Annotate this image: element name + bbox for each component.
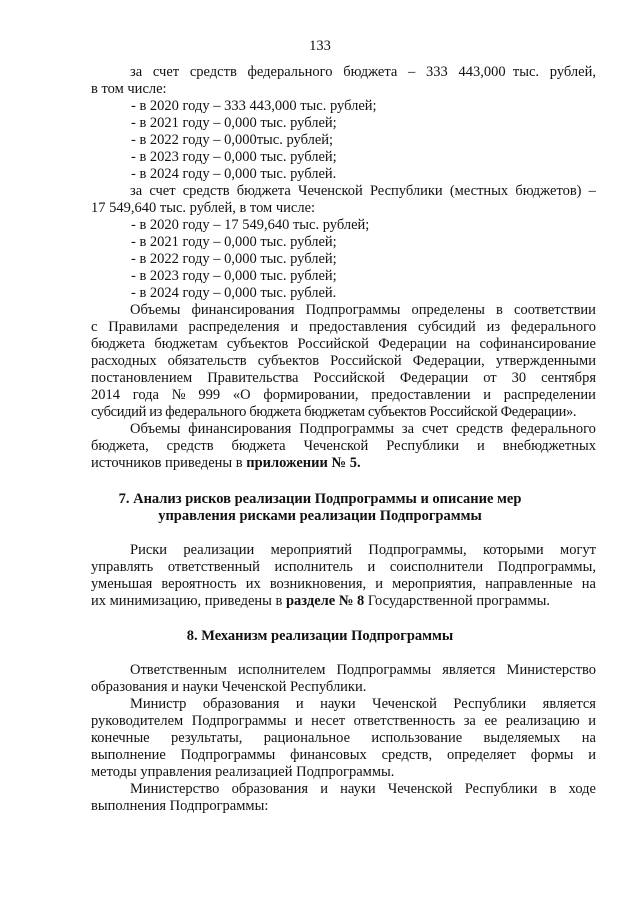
word: счет — [152, 64, 180, 80]
word: сентября — [541, 370, 596, 386]
word: Российской — [313, 370, 385, 386]
word: Подпрограммы — [191, 713, 287, 729]
word: Подпрограммы — [336, 662, 432, 678]
word: 2014 — [91, 387, 120, 403]
section-7-tail: Государственной программы. — [364, 593, 551, 609]
section-8-paragraph-line — [0, 781, 640, 798]
word: субсидий — [418, 319, 476, 335]
word: Риски — [130, 542, 168, 558]
federal-year-item: - в 2021 году – 0,000 тыс. рублей; — [131, 115, 337, 131]
word: федерального — [510, 319, 596, 335]
federal-year-item: - в 2024 году – 0,000 тыс. рублей. — [131, 166, 337, 182]
word: внебюджетных — [502, 438, 596, 454]
word: Правилами — [108, 319, 178, 335]
word: Республики — [369, 183, 443, 199]
word: образования — [231, 781, 309, 797]
rules-paragraph-line: субсидий из федерального бюджета бюджетам субъектов Российской Федерации». — [91, 404, 577, 420]
word: бюджетам — [154, 336, 218, 352]
word: ответственность — [353, 713, 456, 729]
federal-funding-line-2: в том числе: — [91, 81, 167, 97]
word: за — [401, 421, 415, 437]
word: Подпрограммы, — [497, 559, 596, 575]
word: средств — [189, 64, 237, 80]
word: за — [130, 183, 143, 199]
word: науки — [340, 781, 376, 797]
word: средств — [182, 183, 230, 199]
regional-year-item: - в 2023 году – 0,000 тыс. рублей; — [131, 268, 337, 284]
word: бюджета, — [91, 438, 149, 454]
word: является — [542, 696, 596, 712]
federal-funding-line — [0, 64, 640, 81]
word: формы — [530, 747, 574, 763]
section-7-paragraph-line — [0, 559, 640, 576]
section-8-paragraph-line — [0, 747, 640, 764]
regional-funding-line-2: 17 549,640 тыс. рублей, в том числе: — [91, 200, 316, 216]
section-7-heading: 7. Анализ рисков реализации Подпрограммы и описание мер — [118, 491, 522, 507]
word: Министр — [130, 696, 187, 712]
word: рациональное — [263, 730, 351, 746]
word: с — [91, 319, 98, 335]
word: федерального — [510, 421, 596, 437]
rules-paragraph-line — [0, 353, 640, 370]
word: Чеченской — [303, 438, 369, 454]
word: использование — [371, 730, 463, 746]
word: направленные — [485, 576, 573, 592]
word: Подпрограммы — [305, 302, 401, 318]
word: обязательств — [167, 353, 247, 369]
section-reference: разделе № 8 — [285, 593, 365, 609]
word: и — [375, 576, 383, 592]
word: исполнителем — [238, 662, 326, 678]
word: Республики — [464, 781, 538, 797]
word: результаты, — [170, 730, 243, 746]
section-8-paragraph-line — [0, 713, 640, 730]
word: вероятность — [161, 576, 237, 592]
section-8-paragraph-line — [0, 730, 640, 747]
word: несет — [311, 713, 346, 729]
section-7-paragraph-line — [0, 542, 640, 559]
word: Федерации — [399, 370, 469, 386]
word: (местных — [449, 183, 509, 199]
word: бюджета — [343, 64, 398, 80]
word: Подпрограммы — [299, 421, 394, 437]
word: образования — [202, 696, 280, 712]
word: предоставления — [309, 319, 408, 335]
section-8-heading: 8. Механизм реализации Подпрограммы — [186, 628, 454, 644]
word: Министерство — [130, 781, 220, 797]
word: софинансирование — [479, 336, 596, 352]
word: и — [294, 713, 303, 729]
word: счет — [421, 421, 449, 437]
word: руководителем — [91, 713, 184, 729]
word: Чеченской — [298, 183, 363, 199]
word: возникновения, — [269, 576, 367, 592]
page-number: 133 — [309, 38, 331, 54]
appendix-reference: приложении № 5. — [246, 455, 361, 471]
word: Министерство — [506, 662, 596, 678]
word: постановлением — [91, 370, 193, 386]
word: Республики — [453, 696, 527, 712]
word: и — [476, 438, 485, 454]
rules-paragraph-line — [0, 302, 640, 319]
word: средств — [166, 438, 214, 454]
word: от — [483, 370, 497, 386]
word: и — [367, 559, 376, 575]
section-7-paragraph-line — [0, 576, 640, 593]
word: предоставлении — [371, 387, 471, 403]
word: Чеченской — [372, 696, 437, 712]
word: их — [245, 576, 261, 592]
regional-year-item: - в 2020 году – 17 549,640 тыс. рублей; — [131, 217, 370, 233]
word: могут — [560, 542, 596, 558]
word: Российской — [330, 353, 402, 369]
word: и — [588, 747, 596, 763]
section-8-paragraph-line — [0, 662, 640, 679]
regional-year-item: - в 2022 году – 0,000 тыс. рублей; — [131, 251, 337, 267]
word: бюджета — [231, 438, 286, 454]
word: Республики — [386, 438, 460, 454]
sources-paragraph-line — [0, 421, 640, 438]
word: Федерации — [378, 336, 447, 352]
word: бюджета — [91, 336, 146, 352]
word: управлять — [91, 559, 154, 575]
word: в — [496, 302, 503, 318]
sources-paragraph-line — [91, 455, 361, 472]
word: субъектов — [226, 336, 289, 352]
word: на — [581, 730, 596, 746]
word: соответствии — [514, 302, 596, 318]
federal-year-item: - в 2022 году – 0,000тыс. рублей; — [131, 132, 334, 148]
word: – — [408, 64, 416, 80]
word: Чеченской — [387, 781, 453, 797]
word: Правительства — [207, 370, 299, 386]
word: определяет — [446, 747, 516, 763]
word: уменьшая — [91, 576, 153, 592]
regional-funding-line — [0, 183, 640, 200]
word: ответственный — [167, 559, 260, 575]
word: финансирования — [191, 302, 295, 318]
word: из — [486, 319, 501, 335]
word: ходе — [568, 781, 596, 797]
word: утвержденными — [495, 353, 596, 369]
word: науки — [320, 696, 356, 712]
word: и — [483, 387, 492, 403]
word: за — [130, 64, 143, 80]
sources-text: источников приведены в — [91, 455, 247, 471]
word: бюджета — [236, 183, 291, 199]
section-7-paragraph-line — [91, 593, 550, 610]
rules-paragraph-line — [0, 336, 640, 353]
word: 443,000 тыс. — [458, 64, 540, 80]
word: федерального — [247, 64, 333, 80]
word: мероприятия, — [392, 576, 477, 592]
word: выделяемых — [483, 730, 561, 746]
section-8-paragraph-line — [0, 696, 640, 713]
word: ее — [484, 713, 498, 729]
word: средств — [456, 421, 504, 437]
word: формировании, — [263, 387, 359, 403]
rules-paragraph-line — [0, 387, 640, 404]
word: и — [295, 696, 304, 712]
word: соисполнители — [389, 559, 484, 575]
word: «О — [232, 387, 251, 403]
word: на — [581, 576, 596, 592]
word: распределении — [503, 387, 596, 403]
word: 999 — [198, 387, 221, 403]
word: и — [588, 713, 596, 729]
word: реализацию — [505, 713, 580, 729]
federal-year-item: - в 2023 году – 0,000 тыс. рублей; — [131, 149, 337, 165]
word: Российской — [297, 336, 369, 352]
sources-paragraph-line — [0, 438, 640, 455]
word: счет — [149, 183, 176, 199]
word: рублей, — [549, 64, 596, 80]
word: средств, — [381, 747, 433, 763]
word: Объемы — [130, 302, 181, 318]
rules-paragraph-line — [0, 319, 640, 336]
word: 333 — [426, 64, 448, 80]
word: и — [290, 319, 299, 335]
word: которыми — [482, 542, 544, 558]
word: на — [455, 336, 471, 352]
section-7-heading-line-2: управления рисками реализации Подпрограммы — [158, 508, 482, 524]
word: и — [320, 781, 328, 797]
word: субъектов — [257, 353, 320, 369]
word: выполнение — [91, 747, 166, 763]
word: финансовых — [290, 747, 367, 763]
section-8-paragraph-line: методы управления реализацией Подпрограммы. — [91, 764, 395, 780]
regional-year-item: - в 2021 году – 0,000 тыс. рублей; — [131, 234, 337, 250]
section-8-paragraph-line: выполнения Подпрограммы: — [91, 798, 269, 814]
word: бюджетов) — [515, 183, 582, 199]
word: определены — [411, 302, 485, 318]
word: Федерации, — [412, 353, 485, 369]
word: является — [442, 662, 496, 678]
word: в — [549, 781, 557, 797]
word: исполнитель — [274, 559, 353, 575]
word: – — [588, 183, 596, 199]
word: финансирования — [188, 421, 292, 437]
regional-year-item: - в 2024 году – 0,000 тыс. рублей. — [131, 285, 337, 301]
section-8-paragraph-line: образования и науки Чеченской Республики. — [91, 679, 367, 695]
word: распределения — [188, 319, 280, 335]
word: реализации — [183, 542, 255, 558]
word: Подпрограммы, — [368, 542, 467, 558]
rules-paragraph-line — [0, 370, 640, 387]
word: года — [132, 387, 159, 403]
word: Ответственным — [130, 662, 227, 678]
word: расходных — [91, 353, 157, 369]
word: конечные — [91, 730, 150, 746]
word: 30 — [511, 370, 527, 386]
section-7-text: их минимизацию, приведены в — [91, 593, 286, 609]
word: Объемы — [130, 421, 181, 437]
word: № — [171, 387, 186, 403]
federal-year-item: - в 2020 году – 333 443,000 тыс. рублей; — [131, 98, 377, 114]
word: Подпрограммы — [180, 747, 276, 763]
word: мероприятий — [270, 542, 353, 558]
word: за — [463, 713, 476, 729]
